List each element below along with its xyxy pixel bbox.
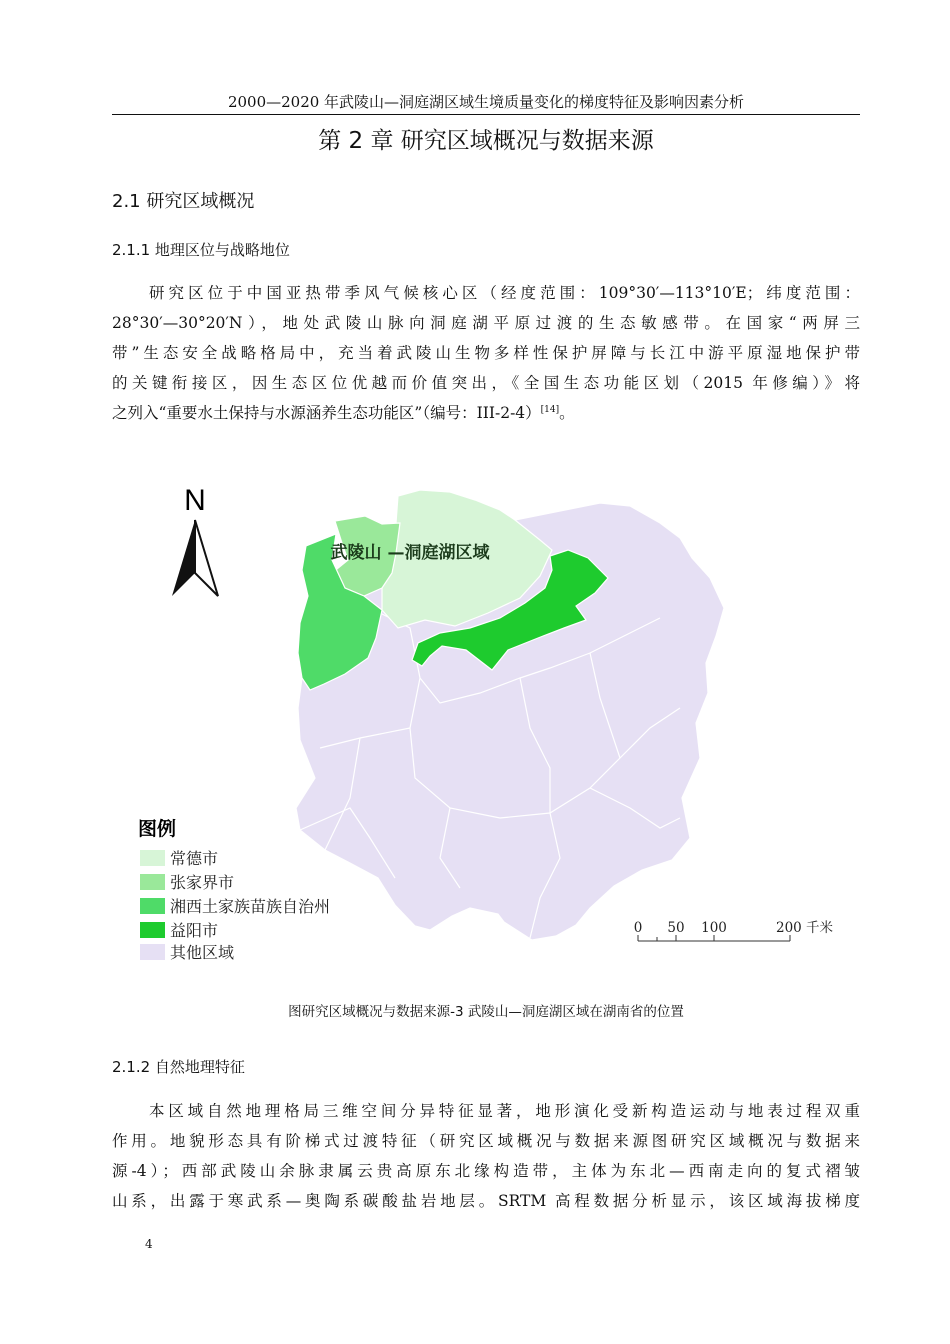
header-rule	[112, 114, 860, 115]
section-heading-2-1: 2.1 研究区域概况	[112, 191, 255, 212]
paragraph-line: 作用。地貌形态具有阶梯式过渡特征（研究区域概况与数据来源图研究区域概况与数据来	[112, 1132, 860, 1150]
paragraph-line: 28°30′—30°20′N），地处武陵山脉向洞庭湖平原过渡的生态敏感带。在国家“两屏三	[112, 314, 860, 332]
legend-swatch-xiangxi	[140, 898, 165, 914]
section-heading-2-1-1: 2.1.1 地理区位与战略地位	[112, 241, 290, 259]
chapter-title: 第 2 章 研究区域概况与数据来源	[318, 128, 654, 154]
legend-swatch-changde	[140, 850, 165, 866]
hunan-map-figure	[120, 478, 860, 978]
region-label: 武陵山 —洞庭湖区域	[330, 543, 490, 563]
legend-swatch-zhangjiajie	[140, 874, 165, 890]
running-header: 2000—2020 年武陵山—洞庭湖区域生境质量变化的梯度特征及影响因素分析	[227, 93, 745, 111]
legend-label-zhangjiajie: 张家界市	[170, 873, 235, 892]
paragraph-physical-geography	[112, 1096, 860, 1216]
legend-label-changde: 常德市	[170, 849, 219, 868]
paragraph-line: 研究区位于中国亚热带季风气候核心区（经度范围：109°30′—113°10′E；纬度范围：	[149, 284, 860, 302]
paragraph-line	[112, 398, 860, 428]
legend-title: 图例	[138, 818, 177, 840]
paragraph-line: 源-4）；西部武陵山余脉隶属云贵高原东北缘构造带，主体为东北—西南走向的复式褶皱	[112, 1162, 860, 1180]
citation-ref[interactable]: [14]	[540, 405, 560, 415]
legend-swatch-yiyang	[140, 922, 165, 938]
paragraph-line-end: 。	[559, 404, 575, 422]
paragraph-line: 的关键衔接区，因生态区位优越而价值突出，《全国生态功能区划（2015 年修编）》将	[112, 374, 860, 392]
scale-label-100: 100	[701, 920, 727, 936]
scale-label-0: 0	[633, 920, 643, 936]
paragraph-location	[112, 278, 860, 428]
legend-label-yiyang: 益阳市	[170, 921, 219, 940]
legend-label-xiangxi: 湘西土家族苗族自治州	[170, 897, 331, 916]
scale-label-50: 50	[667, 920, 685, 936]
paragraph-line: 山系，出露于寒武系—奥陶系碳酸盐岩地层。SRTM 高程数据分析显示，该区域海拔梯度	[112, 1192, 860, 1210]
scale-label-200: 200 千米	[776, 920, 834, 936]
section-heading-2-1-2: 2.1.2 自然地理特征	[112, 1058, 245, 1076]
legend-label-other: 其他区域	[170, 943, 235, 962]
paragraph-line: 带”生态安全战略格局中，充当着武陵山生物多样性保护屏障与长江中游平原湿地保护带	[112, 344, 860, 362]
paragraph-line: 本区域自然地理格局三维空间分异特征显著，地形演化受新构造运动与地表过程双重	[149, 1102, 860, 1120]
legend-swatch-other	[140, 944, 165, 960]
page-number: 4	[145, 1237, 153, 1251]
paragraph-line-text: 之列入“重要水土保持与水源涵养生态功能区”（编号：III-2-4）	[112, 404, 541, 422]
figure-caption: 图研究区域概况与数据来源-3 武陵山—洞庭湖区域在湖南省的位置	[288, 1004, 684, 1020]
north-arrow-label: N	[184, 484, 206, 517]
north-arrow-icon	[172, 520, 218, 596]
legend	[140, 849, 330, 962]
scale-bar	[634, 919, 834, 941]
